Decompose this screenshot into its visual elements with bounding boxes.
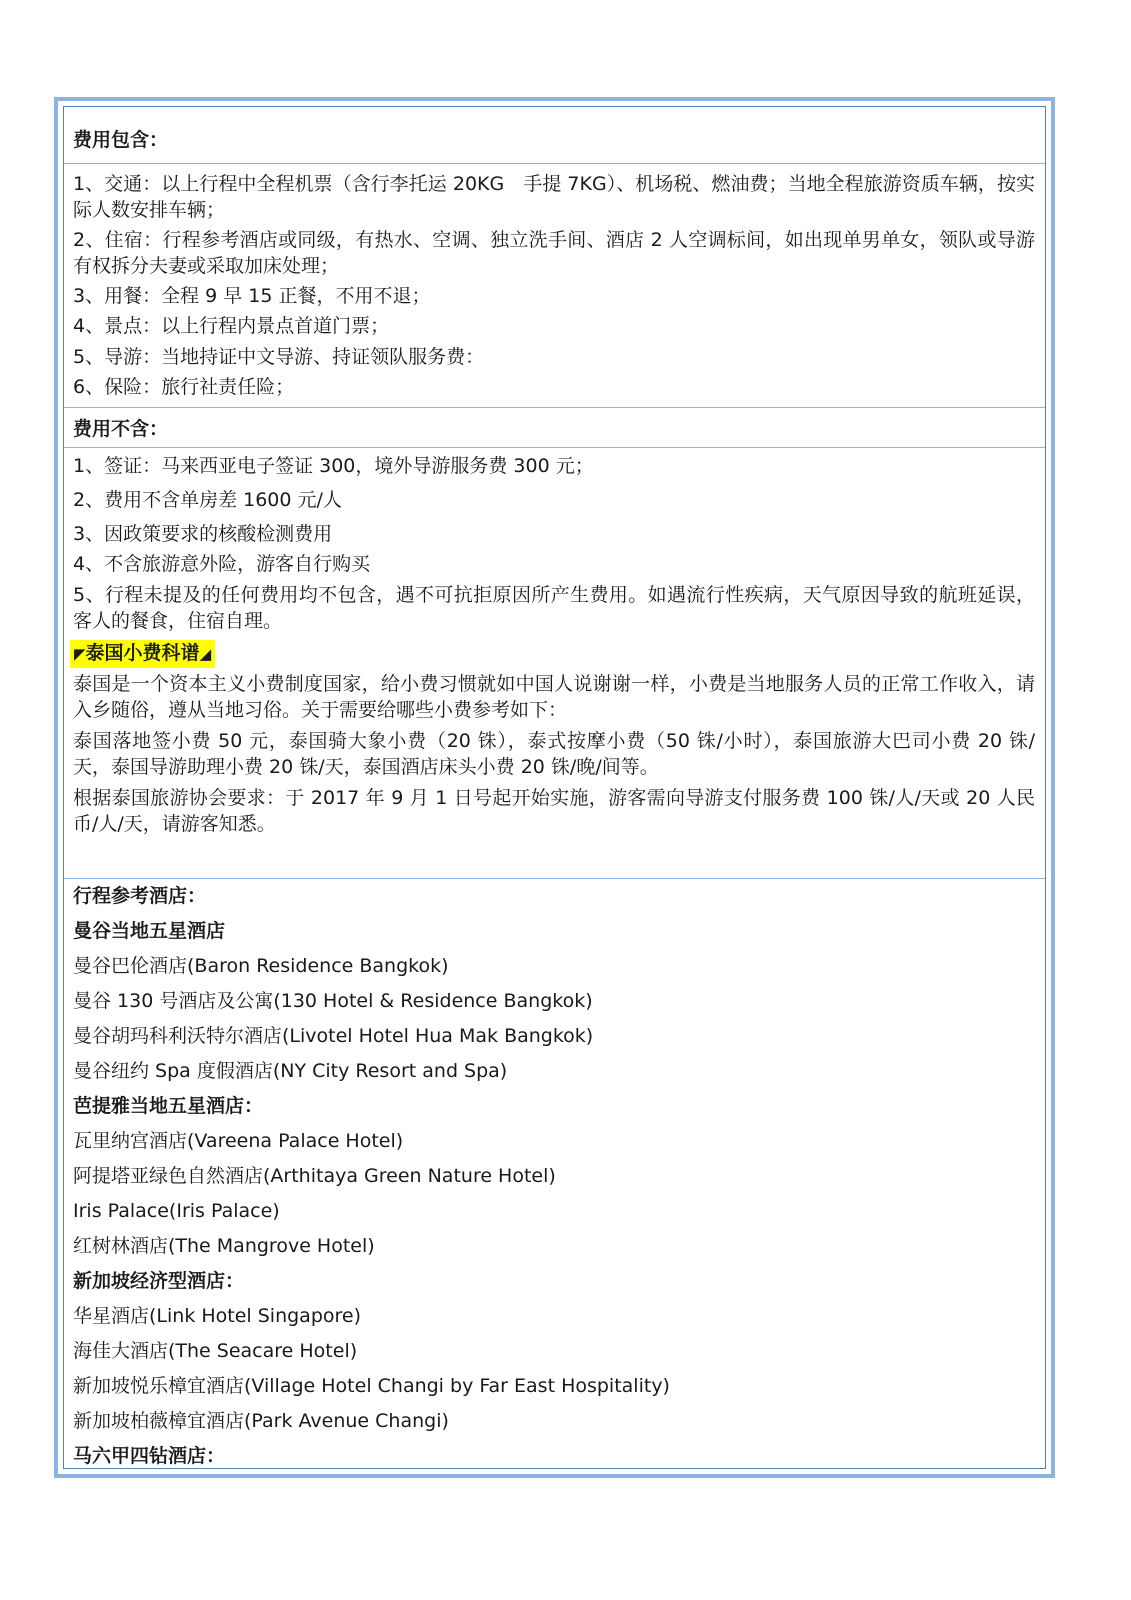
hotel-item: 阿提塔亚绿色自然酒店(Arthitaya Green Nature Hotel) [73, 1165, 556, 1187]
fees-included-body-cell [64, 164, 1045, 408]
tipping-rates: 泰国落地签小费 50 元，泰国骑大象小费（20 铢），泰式按摩小费（50 铢/小时），泰国旅游大巴司小费 20 铢/天，泰国导游助理小费 20 铢/天，泰国酒店床头小费 20 铢/晚/间等。 [73, 730, 1035, 778]
tipping-notice: 根据泰国旅游协会要求：于 2017 年 9 月 1 日号起开始实施，游客需向导游支付服务费 100 铢/人/天或 20 人民币/人/天，请游客知悉。 [73, 787, 1035, 835]
fees-included-header-cell [64, 107, 1045, 164]
hotel-group-name: 新加坡经济型酒店： [73, 1270, 245, 1292]
fees-included-item: 1、交通：以上行程中全程机票（含行李托运 20KG 手提 7KG）、机场税、燃油费；当地全程旅游资质车辆，按实际人数安排车辆； [73, 173, 1035, 221]
fees-included-item: 4、景点：以上行程内景点首道门票； [73, 315, 390, 337]
hotel-item: 海佳大酒店(The Seacare Hotel) [73, 1340, 358, 1362]
hotel-item: 瓦里纳宫酒店(Vareena Palace Hotel) [73, 1130, 404, 1152]
content-table [63, 106, 1046, 1469]
fees-included-title: 费用包含： [73, 129, 169, 151]
hotel-item: 新加坡柏薇樟宜酒店(Park Avenue Changi) [73, 1410, 449, 1432]
tipping-heading [70, 640, 1035, 668]
hotel-item: 新加坡悦乐樟宜酒店(Village Hotel Changi by Far East Hospitality) [73, 1375, 670, 1397]
document-frame [54, 97, 1055, 1478]
fees-excluded-header-cell [64, 408, 1045, 448]
hotel-item: 曼谷 130 号酒店及公寓(130 Hotel & Residence Bangkok) [73, 990, 593, 1012]
hotel-group-name: 马六甲四钻酒店： [73, 1445, 226, 1467]
hotels-cell [64, 879, 1045, 1468]
hotel-item: Iris Palace(Iris Palace) [73, 1200, 280, 1222]
fees-excluded-item: 5、行程未提及的任何费用均不包含，遇不可抗拒原因所产生费用。如遇流行性疾病，天气原因导致的航班延误，客人的餐食，住宿自理。 [73, 584, 1035, 632]
fees-included-item: 2、住宿：行程参考酒店或同级，有热水、空调、独立洗手间、酒店 2 人空调标间，如出现单男单女，领队或导游有权拆分夫妻或采取加床处理； [73, 229, 1035, 277]
hotel-group-name: 曼谷当地五星酒店 [73, 920, 226, 942]
tipping-heading-text: 泰国小费科谱 [85, 642, 200, 664]
corner-triangle-icon: ◤ [74, 645, 86, 663]
fees-excluded-item: 3、因政策要求的核酸检测费用 [73, 523, 333, 545]
tipping-intro: 泰国是一个资本主义小费制度国家，给小费习惯就如中国人说谢谢一样，小费是当地服务人员的正常工作收入，请入乡随俗，遵从当地习俗。关于需要给哪些小费参考如下： [73, 673, 1035, 721]
fees-included-item: 6、保险：旅行社责任险； [73, 376, 295, 398]
hotel-item: 曼谷胡玛科利沃特尔酒店(Livotel Hotel Hua Mak Bangkok) [73, 1025, 594, 1047]
fees-included-item: 3、用餐：全程 9 早 15 正餐，不用不退； [73, 285, 431, 307]
fees-excluded-title: 费用不含： [73, 418, 169, 440]
tipping-heading-highlight [70, 640, 215, 668]
hotel-group-name: 芭提雅当地五星酒店： [73, 1095, 264, 1117]
hotels-title: 行程参考酒店： [73, 885, 207, 907]
fees-excluded-item: 4、不含旅游意外险，游客自行购买 [73, 553, 371, 575]
fees-included-item: 5、导游：当地持证中文导游、持证领队服务费： [73, 346, 485, 368]
fees-excluded-item: 1、签证：马来西亚电子签证 300，境外导游服务费 300 元； [73, 455, 594, 477]
corner-triangle-icon: ◢ [199, 645, 212, 663]
hotel-item: 红树林酒店(The Mangrove Hotel) [73, 1235, 375, 1257]
hotel-item: 曼谷纽约 Spa 度假酒店(NY City Resort and Spa) [73, 1060, 508, 1082]
hotel-item: 曼谷巴伦酒店(Baron Residence Bangkok) [73, 955, 449, 977]
fees-excluded-body-cell [64, 448, 1045, 879]
hotel-item: 华星酒店(Link Hotel Singapore) [73, 1305, 361, 1327]
fees-excluded-item: 2、费用不含单房差 1600 元/人 [73, 489, 342, 511]
